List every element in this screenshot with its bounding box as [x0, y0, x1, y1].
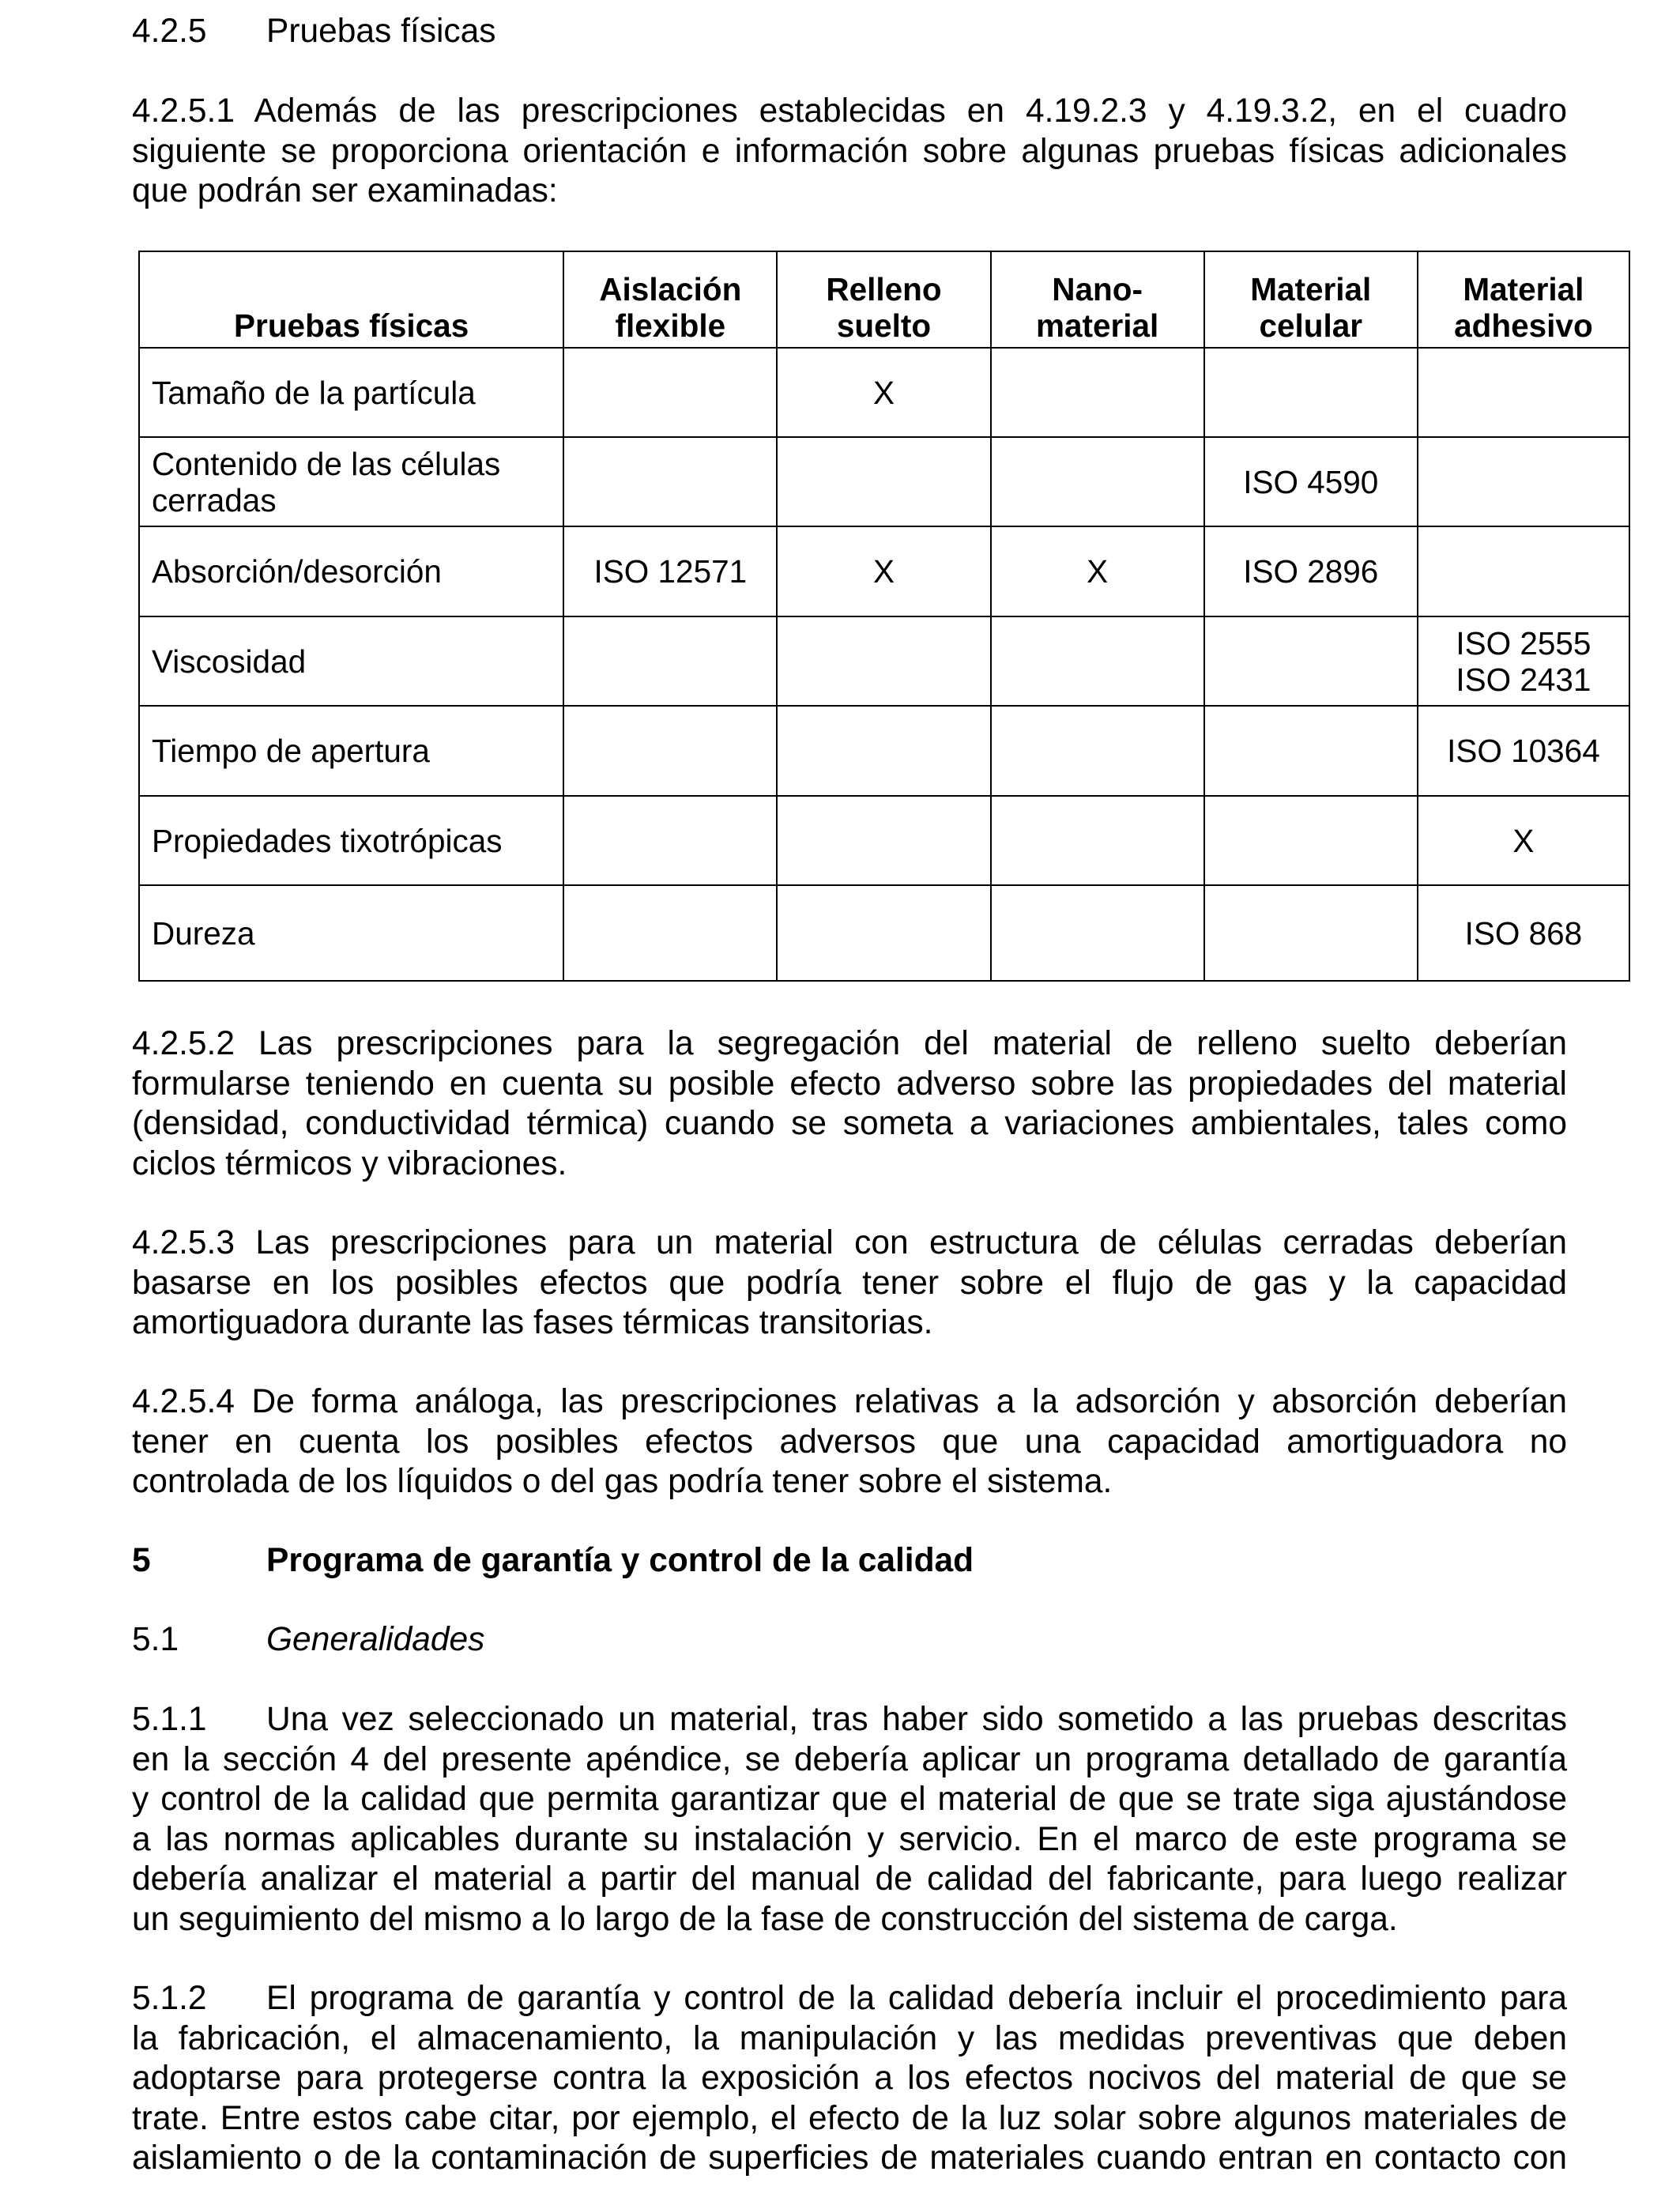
table-cell	[1204, 885, 1418, 981]
table-cell	[563, 885, 777, 981]
column-header-material-celular: Material celular	[1204, 251, 1418, 348]
row-label: Tiempo de apertura	[139, 706, 563, 796]
table-row	[139, 885, 1629, 981]
table-cell	[1204, 348, 1418, 437]
section-5-1-title: Generalidades	[266, 1621, 485, 1658]
text-line: a las normas aplicables durante su instalación y servicio. En el marco de este programa se	[132, 1820, 1567, 1858]
text-line: 5.1.2 El programa de garantía y control de la calidad debería incluir el procedimiento para	[132, 1979, 1567, 2019]
text-line: 4.2.5.3 Las prescripciones para un material con estructura de células cerradas deberían	[132, 1224, 1567, 1261]
paragraph-number: 5.1.2	[132, 1980, 207, 2017]
table-cell	[777, 796, 990, 885]
table-cell: X	[777, 526, 990, 616]
table-cell	[991, 437, 1204, 526]
paragraph-4-2-5-2	[132, 1024, 1567, 1184]
table-cell	[1418, 348, 1629, 437]
table-cell	[563, 616, 777, 706]
row-label: Propiedades tixotrópicas	[139, 796, 563, 885]
text-line: trate. Entre estos cabe citar, por ejemplo, el efecto de la luz solar sobre algunos materiales de	[132, 2099, 1567, 2137]
table-cell	[777, 616, 990, 706]
paragraph-5-1-2	[132, 1979, 1567, 2179]
table-cell	[563, 796, 777, 885]
paragraph-4-2-5-3	[132, 1223, 1567, 1344]
table-cell	[991, 706, 1204, 796]
row-label: Dureza	[139, 885, 563, 981]
section-5-1-number: 5.1	[132, 1621, 179, 1658]
table-row	[139, 706, 1629, 796]
section-4-2-5-number: 4.2.5	[132, 13, 207, 50]
table-cell	[563, 437, 777, 526]
table-cell	[991, 796, 1204, 885]
table-cell	[777, 706, 990, 796]
column-header-relleno-suelto: Relleno suelto	[777, 251, 990, 348]
table-cell: ISO 2896	[1204, 526, 1418, 616]
table-cell	[1204, 616, 1418, 706]
table-cell	[991, 885, 1204, 981]
row-label: Contenido de las células cerradas	[139, 437, 563, 526]
text-line: controlada de los líquidos o del gas podría tener sobre el sistema.	[132, 1463, 1113, 1500]
table-cell: ISO 10364	[1418, 706, 1629, 796]
paragraph-4-2-5-4	[132, 1382, 1567, 1502]
table-row	[139, 796, 1629, 885]
section-4-2-5-title: Pruebas físicas	[266, 13, 496, 50]
table-cell: X	[991, 526, 1204, 616]
column-header-pruebas-fisicas: Pruebas físicas	[139, 251, 563, 348]
table-cell	[777, 885, 990, 981]
paragraph-5-1-1	[132, 1700, 1567, 1940]
physical-tests-table	[138, 251, 1630, 982]
text-line: 4.2.5.1 Además de las prescripciones establecidas en 4.19.2.3 y 4.19.3.2, en el cuadro	[132, 92, 1567, 130]
text-line: amortiguadora durante las fases térmicas transitorias.	[132, 1304, 933, 1341]
table-cell	[1204, 706, 1418, 796]
table-cell	[1418, 437, 1629, 526]
text-line: la fabricación, el almacenamiento, la manipulación y las medidas preventivas que deben	[132, 2019, 1567, 2057]
section-5-title: Programa de garantía y control de la calidad	[266, 1542, 974, 1579]
text-line: ciclos térmicos y vibraciones.	[132, 1144, 567, 1182]
table-cell	[1418, 526, 1629, 616]
text-line: que podrán ser examinadas:	[132, 172, 558, 209]
text-line: y control de la calidad que permita garantizar que el material de que se trate siga ajustándose	[132, 1781, 1567, 1818]
column-header-nano-material: Nano- material	[991, 251, 1204, 348]
text-line: adoptarse para protegerse contra la exposición a los efectos nocivos del material de que se	[132, 2060, 1567, 2097]
table-cell	[991, 616, 1204, 706]
table-cell	[563, 348, 777, 437]
text-line: (densidad, conductividad térmica) cuando se someta a variaciones ambientales, tales como	[132, 1105, 1567, 1142]
table-row	[139, 526, 1629, 616]
text-line: formularse teniendo en cuenta su posible efecto adverso sobre las propiedades del material	[132, 1065, 1567, 1103]
table-cell: ISO 868	[1418, 885, 1629, 981]
table-cell	[777, 437, 990, 526]
table-body	[139, 348, 1629, 981]
table-cell: ISO 4590	[1204, 437, 1418, 526]
table-row	[139, 437, 1629, 526]
table-header-row	[139, 251, 1629, 348]
table-row	[139, 616, 1629, 706]
text-line: debería analizar el material a partir del manual de calidad del fabricante, para luego realizar	[132, 1860, 1567, 1898]
paragraph-number: 5.1.1	[132, 1701, 207, 1738]
text-line: tener en cuenta los posibles efectos adversos que una capacidad amortiguadora no	[132, 1423, 1567, 1461]
text-line: en la sección 4 del presente apéndice, se debería aplicar un programa detallado de garantía	[132, 1740, 1567, 1778]
row-label: Absorción/desorción	[139, 526, 563, 616]
table-cell: X	[777, 348, 990, 437]
column-header-aislacion-flexible: Aislación flexible	[563, 251, 777, 348]
table-cell	[563, 706, 777, 796]
table-cell: ISO 2555 ISO 2431	[1418, 616, 1629, 706]
table-cell	[991, 348, 1204, 437]
table-cell	[1204, 796, 1418, 885]
table-cell: X	[1418, 796, 1629, 885]
column-header-material-adhesivo: Material adhesivo	[1418, 251, 1629, 348]
section-5-number: 5	[132, 1542, 151, 1579]
text-line: siguiente se proporciona orientación e información sobre algunas pruebas físicas adicionales	[132, 132, 1567, 170]
row-label: Viscosidad	[139, 616, 563, 706]
text-line: basarse en los posibles efectos que podría tener sobre el flujo de gas y la capacidad	[132, 1264, 1567, 1302]
table-cell: ISO 12571	[563, 526, 777, 616]
text-line: aislamiento o de la contaminación de superficies de materiales cuando entran en contacto con	[132, 2139, 1567, 2177]
paragraph-4-2-5-1	[132, 92, 1567, 212]
row-label: Tamaño de la partícula	[139, 348, 563, 437]
text-line: 4.2.5.2 Las prescripciones para la segregación del material de relleno suelto deberían	[132, 1025, 1567, 1062]
table-row	[139, 348, 1629, 437]
text-line: 5.1.1 Una vez seleccionado un material, tras haber sido sometido a las pruebas descritas	[132, 1700, 1567, 1740]
text-line: 4.2.5.4 De forma análoga, las prescripciones relativas a la adsorción y absorción deberían	[132, 1383, 1567, 1420]
text-line: un seguimiento del mismo a lo largo de la fase de construcción del sistema de carga.	[132, 1900, 1398, 1938]
